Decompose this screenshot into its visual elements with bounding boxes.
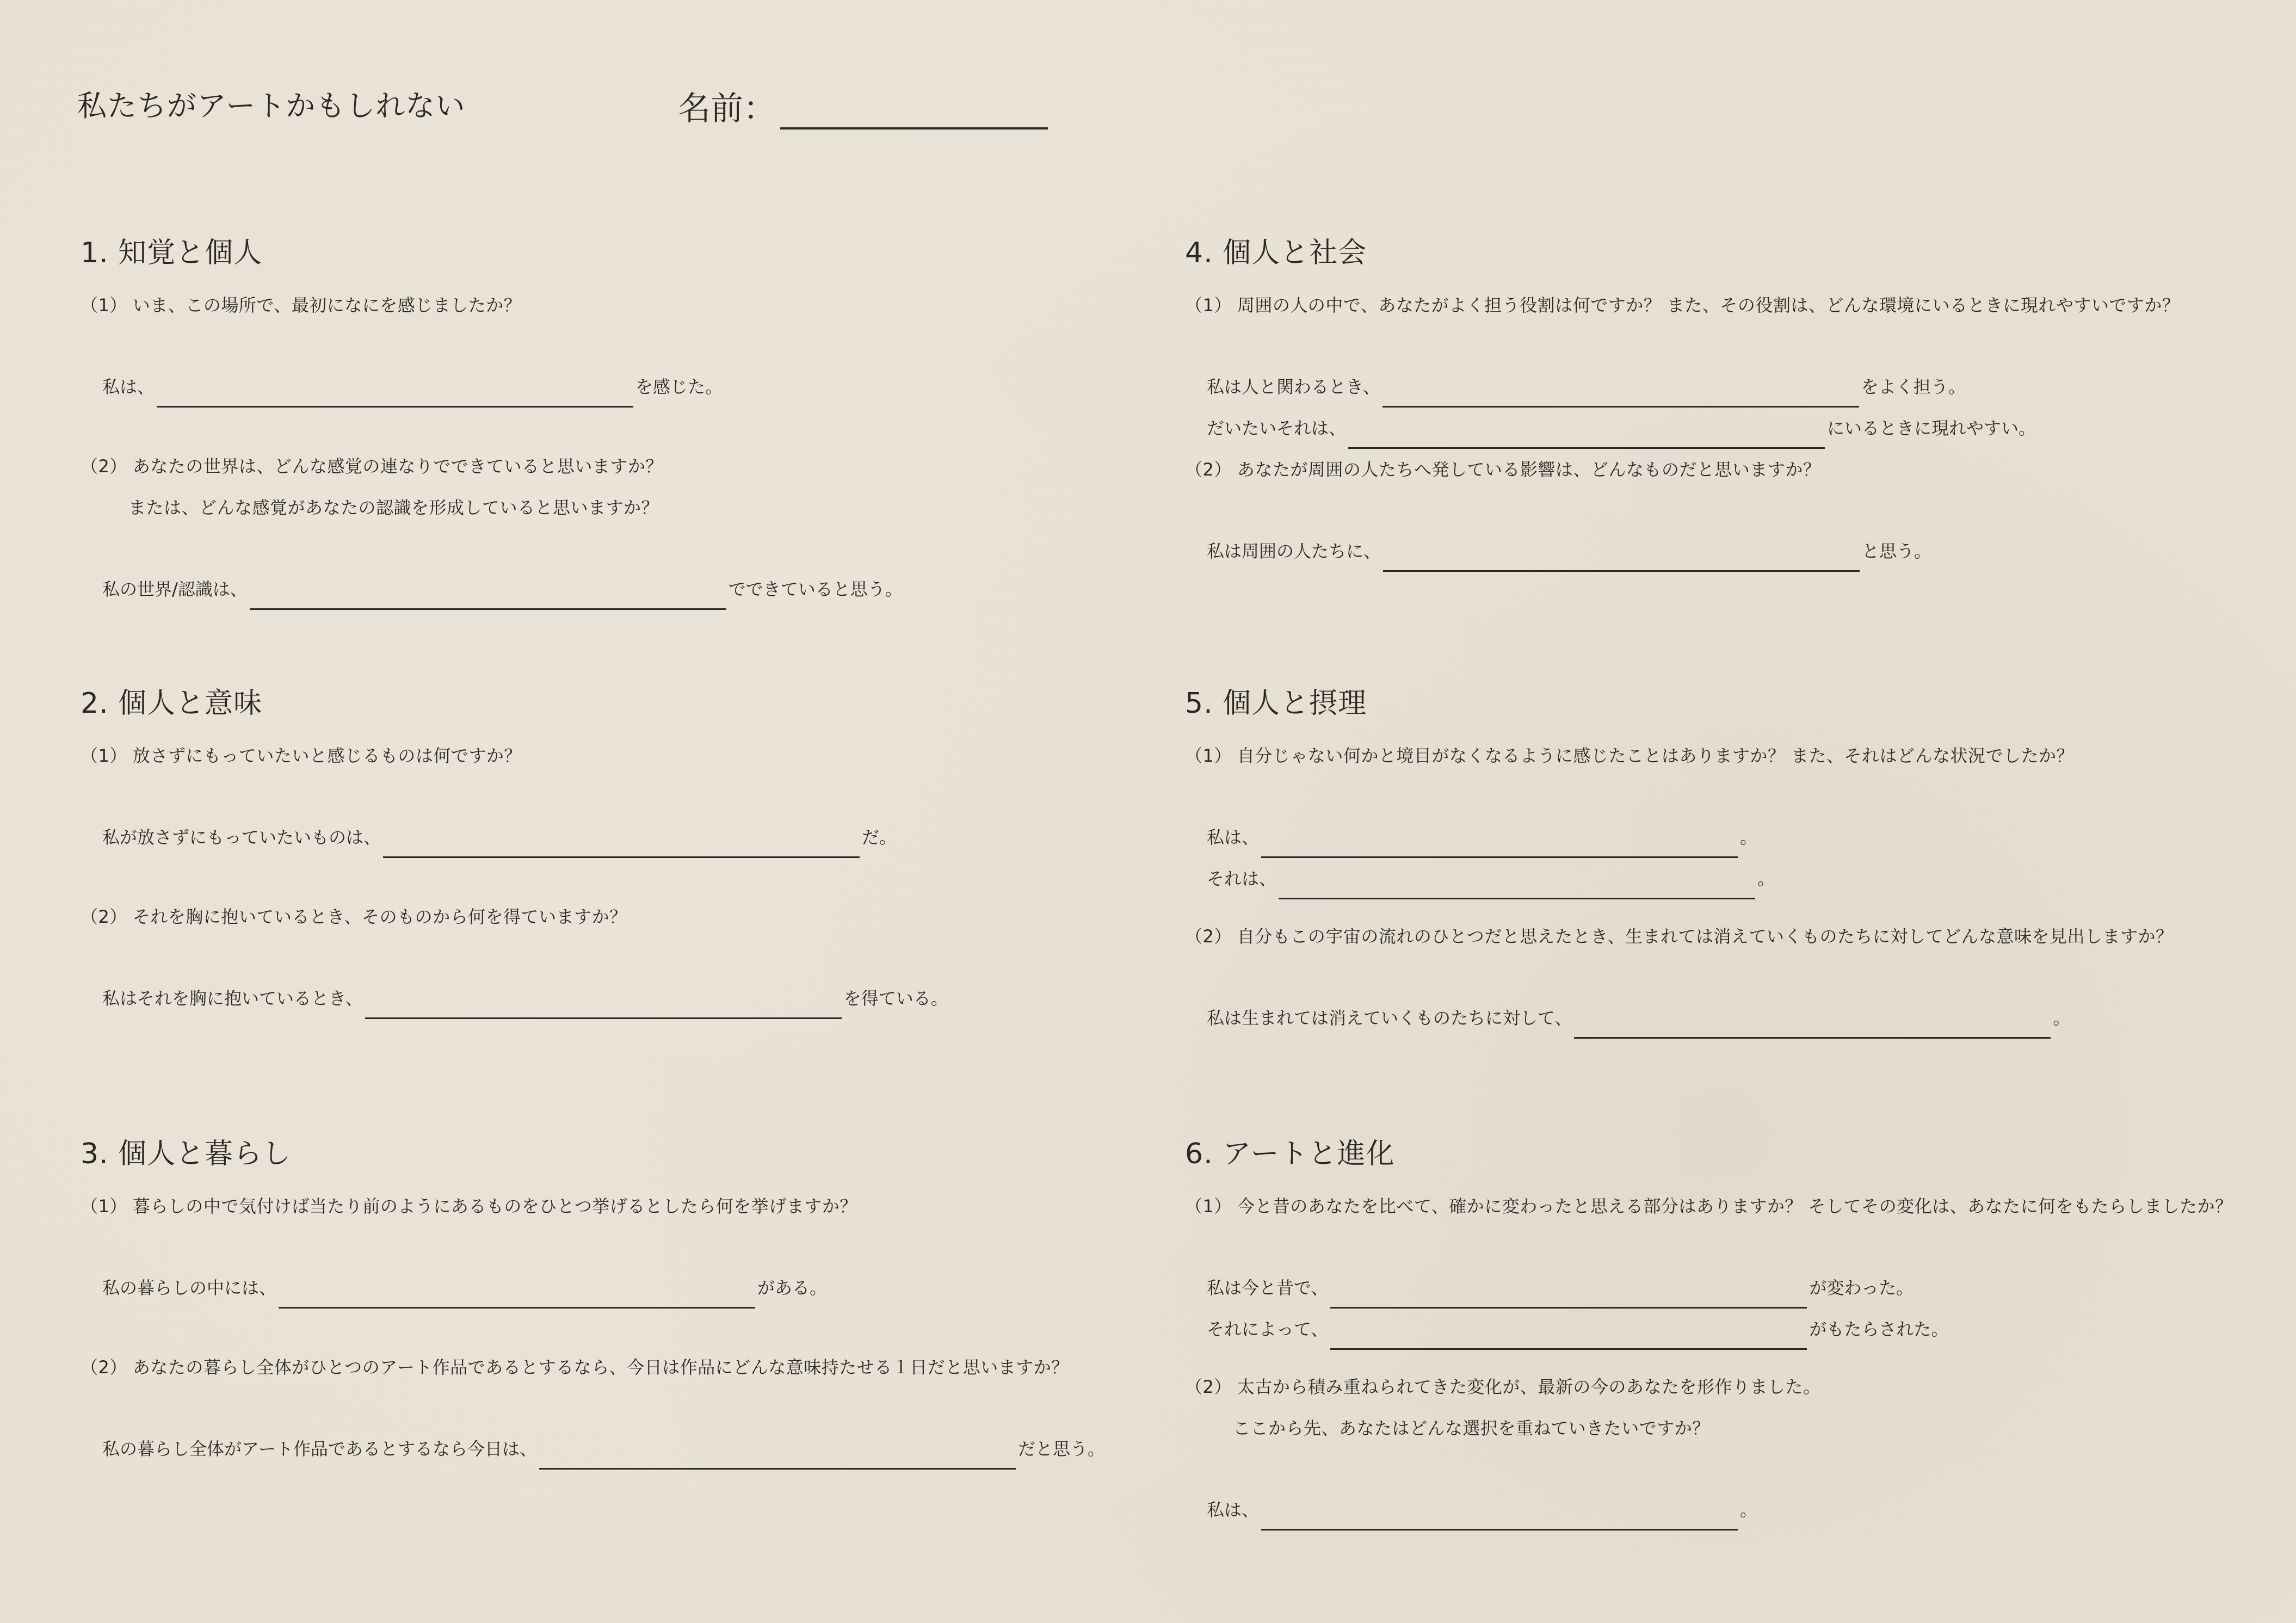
answer-blank[interactable]: [1279, 881, 1755, 899]
answer-prefix: 私は生まれては消えていくものたちに対して、: [1207, 1008, 1572, 1028]
question-text: 太古から積み重ねられてきた変化が、最新の今のあなたを形作りました。: [1237, 1377, 1821, 1397]
answer-line: [81, 1428, 1163, 1470]
answer-suffix: を感じた。: [635, 377, 723, 397]
section-1: [81, 230, 1163, 610]
answer-suffix: でできていると思う。: [728, 579, 903, 600]
answer-line: [1185, 858, 2268, 899]
answer-line: [1185, 530, 2268, 572]
answer-suffix: にいるときに現れやすい。: [1827, 418, 2036, 439]
question-1: [1185, 1186, 2268, 1227]
answer-suffix: 。: [1740, 827, 1758, 848]
answer-line: [1185, 817, 2268, 858]
question-number: （1）: [1185, 295, 1232, 316]
answer-blank[interactable]: [250, 592, 726, 610]
answer-suffix: 。: [1740, 1499, 1758, 1520]
question-number: （2）: [1185, 459, 1232, 480]
question-2: [81, 896, 1163, 937]
answer-blank[interactable]: [1330, 1332, 1807, 1350]
answer-line: [1185, 408, 2268, 449]
answer-blank[interactable]: [1574, 1021, 2051, 1039]
worksheet-title: 私たちがアートかもしれない: [77, 89, 466, 123]
answer-line: [81, 978, 1163, 1019]
answer-line: [1185, 1489, 2268, 1531]
answer-suffix: だと思う。: [1018, 1439, 1106, 1459]
section-4: [1185, 230, 2268, 572]
question-continuation: または、どんな感覚があなたの認識を形成していると思いますか？: [128, 497, 659, 518]
question-text: あなたの暮らし全体がひとつのアート作品であるとするなら、今日は作品にどんな意味持たせる１日だと思いますか？: [132, 1357, 1069, 1378]
answer-line: [81, 569, 1163, 610]
section-2: [81, 680, 1163, 1019]
answer-blank[interactable]: [157, 390, 633, 408]
question-number: （1）: [81, 745, 127, 766]
question-2: [81, 446, 1163, 487]
answer-line: [1185, 1267, 2268, 1309]
answer-suffix: をよく担う。: [1861, 377, 1966, 397]
answer-prefix: 私は人と関わるとき、: [1207, 377, 1380, 397]
question-number: （2）: [81, 906, 127, 927]
section-heading: 5. 個人と摂理: [1185, 687, 1367, 720]
answer-line: [81, 817, 1163, 858]
question-text: あなたの世界は、どんな感覚の連なりでできていると思いますか？: [132, 456, 663, 477]
answer-line: [81, 366, 1163, 408]
question-1: [1185, 735, 2268, 776]
section-heading: 6. アートと進化: [1185, 1138, 1395, 1170]
answer-suffix: が変わった。: [1809, 1278, 1914, 1298]
answer-suffix: 。: [1757, 868, 1775, 889]
answer-suffix: がある。: [757, 1278, 828, 1298]
answer-blank[interactable]: [1330, 1291, 1807, 1309]
question-text: 放さずにもっていたいと感じるものは何ですか？: [132, 745, 522, 766]
answer-line: [81, 1267, 1163, 1309]
section-3: [81, 1131, 1163, 1470]
answer-suffix: と思う。: [1862, 541, 1932, 561]
question-2: [81, 1347, 1163, 1388]
name-field: [678, 83, 1048, 129]
answer-prefix: 私は周囲の人たちに、: [1207, 541, 1381, 561]
question-number: （2）: [1185, 926, 1232, 947]
answer-blank[interactable]: [1383, 554, 1860, 572]
answer-blank[interactable]: [365, 1001, 842, 1019]
answer-prefix: 私が放さずにもっていたいものは、: [102, 827, 381, 848]
question-text: 自分じゃない何かと境目がなくなるように感じたことはありますか？ また、それはどんな状況でしたか？: [1237, 745, 2075, 766]
answer-prefix: 私は今と昔で、: [1207, 1278, 1329, 1298]
question-1: [81, 735, 1163, 776]
answer-suffix: を得ている。: [843, 988, 948, 1009]
question-text: あなたが周囲の人たちへ発している影響は、どんなものだと思いますか？: [1237, 459, 1821, 480]
answer-prefix: 私の世界/認識は、: [102, 579, 248, 600]
answer-prefix: 私は、: [102, 377, 155, 397]
question-number: （2）: [81, 456, 127, 477]
question-text: 暮らしの中で気付けば当たり前のようにあるものをひとつ挙げるとしたら何を挙げますか？: [132, 1196, 857, 1217]
section-6: [1185, 1131, 2268, 1531]
answer-blank[interactable]: [1348, 431, 1825, 449]
answer-prefix: それは、: [1207, 868, 1277, 889]
answer-prefix: 私は、: [1207, 1499, 1260, 1520]
answer-suffix: だ。: [862, 827, 897, 848]
question-number: （1）: [1185, 1196, 1232, 1217]
question-number: （2）: [1185, 1377, 1232, 1397]
name-label: 名前：: [678, 90, 776, 128]
section-heading: 1. 知覚と個人: [81, 237, 263, 269]
answer-blank[interactable]: [1261, 1513, 1738, 1531]
answer-line: [1185, 366, 2268, 408]
answer-line: [1185, 1309, 2268, 1350]
question-number: （1）: [1185, 745, 1232, 766]
question-number: （1）: [81, 295, 127, 316]
section-5: [1185, 680, 2268, 1039]
answer-suffix: がもたらされた。: [1809, 1319, 1949, 1340]
answer-prefix: だいたいそれは、: [1207, 418, 1347, 439]
name-blank[interactable]: [780, 95, 1048, 129]
answer-prefix: 私は、: [1207, 827, 1260, 848]
answer-blank[interactable]: [539, 1452, 1016, 1470]
section-heading: 4. 個人と社会: [1185, 237, 1367, 269]
question-2: [1185, 449, 2268, 490]
answer-blank[interactable]: [1382, 390, 1859, 408]
section-heading: 2. 個人と意味: [81, 687, 263, 720]
answer-blank[interactable]: [383, 840, 860, 858]
answer-blank[interactable]: [1261, 840, 1738, 858]
answer-prefix: 私の暮らしの中には、: [102, 1278, 277, 1298]
question-1: [1185, 285, 2268, 326]
answer-line: [1185, 997, 2268, 1039]
section-heading: 3. 個人と暮らし: [81, 1138, 292, 1170]
question-1: [81, 285, 1163, 326]
answer-prefix: 私はそれを胸に抱いているとき、: [102, 988, 363, 1009]
question-text: 今と昔のあなたを比べて、確かに変わったと思える部分はありますか？ そしてその変化は、あなたに何をもたらしましたか？: [1237, 1196, 2233, 1217]
question-text: 周囲の人の中で、あなたがよく担う役割は何ですか？ また、その役割は、どんな環境にいるときに現れやすいですか？: [1237, 295, 2180, 316]
answer-suffix: 。: [2053, 1008, 2071, 1028]
question-text: いま、この場所で、最初になにを感じましたか？: [132, 295, 522, 316]
question-1: [81, 1186, 1163, 1227]
question-continuation: ここから先、あなたはどんな選択を重ねていきたいですか？: [1233, 1418, 1710, 1439]
question-text: 自分もこの宇宙の流れのひとつだと思えたとき、生まれては消えていくものたちに対してどんな意味を見出しますか？: [1237, 926, 2174, 947]
answer-prefix: それによって、: [1207, 1319, 1329, 1340]
question-number: （1）: [81, 1196, 127, 1217]
question-number: （2）: [81, 1357, 127, 1378]
answer-prefix: 私の暮らし全体がアート作品であるとするなら今日は、: [102, 1439, 538, 1459]
question-text: それを胸に抱いているとき、そのものから何を得ていますか？: [132, 906, 627, 927]
answer-blank[interactable]: [279, 1291, 755, 1309]
question-2: [1185, 1366, 2268, 1408]
question-2: [1185, 916, 2268, 957]
